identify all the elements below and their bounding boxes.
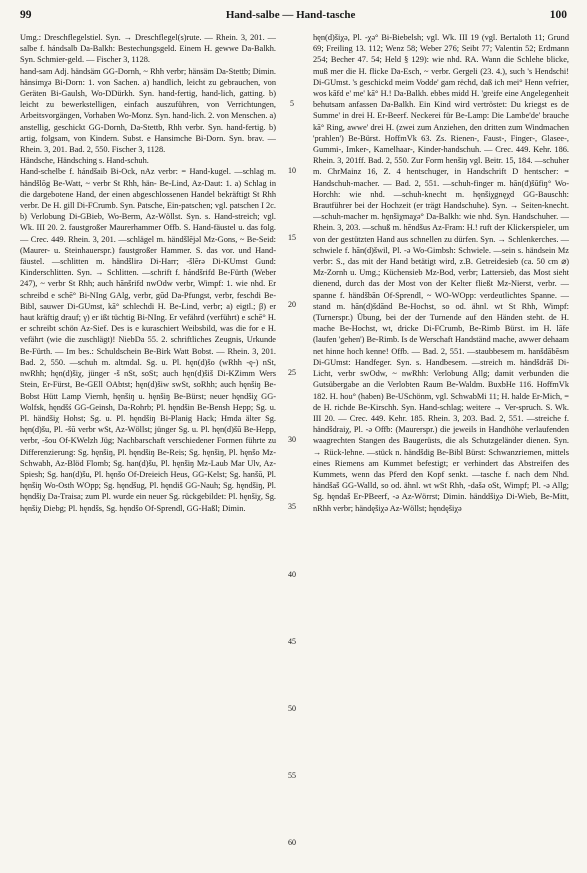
entry-paragraph: hęn(d)šiχə, Pl. -χə° Bi-Biebelsh; vgl. Wk. III 19 (vgl. Bertaloth 11; Grund 69; Freiling 13. 112; Wenz 58; Weber 276; Seibt 77; Valentin 52; Erdmann 254; Becher 47. 54; Held § 129): wie nhd. RA. Wann die Schlehe blicke, muß mer die H. flicke Da-Esch, ~ verbr. Gergeli (23. 4.), such 's Hendschi! Di-GUmst. 's geschickd meim Vodde' gam rėchd, daß ich mei° Henn vefrier, wos kāfd e' me' kā° H.! Da-Balkh. ebbes midd H. 'greife eine Angelegenheit behutsam anfassen Da-Balkh. Ein Kind wird vertröstet: Du kriegst es de Summe' in drei H. Er-Beerf. Neckerei für Be-Lamp: Die Lambe'de' brauche kā° Ring, awwe' drei H. (zwei zum Anziehen, den dritten zum Windmachen 'prahlen') Be-Bürst. HoffmVk 63. Zs. Rienen-, Faust-, Finger-, Glasee-, Gummi-, Imker-, Kamelhaar-, Kinder-handschuh. — Crec. 449. Kehr. 186. Rhein. 3, 201ff. Bad. 2, 550. Zur Form henšiŋ vgl. Beitr. 15, 184. —schuher m. ChrMainz 16, Z. 4 hentschuger, in Handschrift D hentscher: = Handschuh-macher. — Bad. 2, 551. —schuh-finger m. hān(d)šūfiŋ° Wo-Horchh: wie nhd. —schuh-knecht m. hęnšiχgnęχd GG-Bauschh: Brautführer bei der Hochzeit (er trägt Handschuhe). Syn. → Seiten-knecht. —schuh-macher m. hęnšiχmaχə° Da-Balkh: wie nhd. Syn. Handschuher. — Rhein. 3, 203. —schuß m. hēndšus Az-Fram: H.! ruft der Klickerspieler, um von der gestützten Hand aus schnellen zu dürfen. Syn. → Schlenkerches. —schwiele f. hān(d)šwil, Pl. -ə Wo-Gimbsh: Schwiele. —sein s. händsein Mz verbr: S., das mit der Hand betätigt wird, z.B. Getreidesieb (ca. 50 cm ⌀) Mz-Zornh u. Umg.; Küchensieb Mz-Bod, verbr; Lattersieb, das Most sieht dienend, durch das der Most von der Kelter fließt Mz-Nierst, verbr. —spanne f. händšbān Of-Sprendl, ~ WO-WOpp: verdeutlichtes Spanne. —stand m. hān(d)šdānd Be-Hochst, so od. ähnl. wt St Rhh, Wimpf: (Turnerspr.) Übung, bei der der Turnende auf den Händen steht. de H. mache Be-Hochst, wt, dricke Di-FCrumb, Be-Rimb Bürst. im H. lāfe (laufen 'gehen') Be-Rimb. Is de Werschaft Handständ mache, awwer dehaam net hinne hoch kenne! Offb. — Bad. 2, 551. —staubbesem m. hanšdābēsm Di-GUmst: Handfeger. Syn. s. Handbesem. —streich m. händšdrāš Di-Licht, verbr swOdw, ~ nwRhh: Verlobung Allg; damit verbunden die Gutsübergabe an die Verlobten Raum Be-Waldm. BuxbHe 116. HoffmVk 182. H. hou° (haben) Be-USchönm, vgl. SchwabMi 11; H. halde Er-Mich, = de H. richde Be-Kirschh. Syn. Hand-schlag; weitere → Ver-spruch. S. Wk. III 20. — Crec. 449. Kehr. 185. Rhein. 3, 203. Bad. 2, 551. —streiche f. händšdraiχ, Pl. -ə Offb: (Maurerspr.) die jeweils in Handhöhe verlaufenden waagrechten Stangen des Baugerüsts, die als Schutzgeländer dienen. Syn. → Rück-lehne. —stück n. händšdig Be-Bibl Bürst: Schwanzriemen, mittels eines Riemens am Kummet befestigt; er verhindert das Abstreifen des Kummets, wenn das Pferd den Kopf senkt. —tasche f. nach dem Nhd. händšaš GG-Walld, so od. ähnl. wt wSt Rhh, -dašə oSt, Wimpf; Pl. -ə Allg; Sg. hęndaš Er-PBeerf, -ə Az-Wörrst; Dimin. händdšiχə Di-Wieb, Be-Mitt, nRhh verbr; händęšiχə Az-Wöllst; hęndęšiχə — [313, 33, 569, 513]
line-number: 25 — [288, 368, 296, 377]
entry-paragraph: Umg.: Dreschflegelstiel. Syn. → Dreschflegel(s)rute. — Rhein. 3, 201. —salbe f. hándsalb Da-Balkh: Bestechungsgeld. Einem H. gewwe Da-Balkh. Syn. Schmier-geld. — Fischer 3, 1128. — [20, 33, 276, 65]
line-number: 50 — [288, 704, 296, 713]
right-column — [313, 32, 569, 862]
left-column — [20, 32, 276, 862]
entry-paragraph: Händsche, Händsching s. Hand-schuh. — [20, 156, 149, 166]
line-number: 20 — [288, 300, 296, 309]
page-number-right: 100 — [549, 9, 567, 21]
running-title: Hand-salbe — Hand-tasche — [225, 9, 356, 21]
line-number: 5 — [290, 99, 294, 108]
line-number: 30 — [288, 435, 296, 444]
entry-paragraph: Hand-schelbe f. hándšaib Bi-Ock, nAz verbr: = Hand-kugel. —schlag m. händšlōg Be-Watt, ~ verbr St Rhh, hän- Be-Lind, Az-Daut: 1. a) Schlag in die dargebotene Hand, der einen abgeschlossenen Handel bekräftigt St Rhh verbr. De H. gill Di-FCrumb. Syn. Patsche, Ein-patschen; vgl. patschen I 2c. b) Verlobung Di-GBieb, Wo-Berm, Az-Wöllst. Syn. s. Hand-streich; vgl. Wk. III 20. 2. faustgroßer Maurerhammer Offb. S. Hand-fäustel u. das folg. — Crec. 449. Rhein. 3, 201. —schlägel m. händšlējəl Mz-Gons, ~ Be-Seid: (Maurer- u. Steinhauerspr.) faustgroßer Hammer. S. das vor. und Hand-fäustel. —schlitten m. händšlirə Di-Harr; -šlērə Di-KUmst Gund: Kinderschlitten. Syn. → Schlitten. —schrift f. hándšrifd Be-Fürth (Weber 247), ~ verbr St Rhh; auch hānšrifd nwOdw verbr, Wimpf: 1. wie nhd. Er schreibd e schē° Bi-NIng GAlg, verbr, gūd Da-Pfungst, verbr, feschdi Be-Bibl, sauwer Di-GUmst, kā° schlechdi H. Be-Lind, verbr; a) eigtl.; β) er haut kräftig drauf; γ) er ißt tüchtig Bi-NIng. Er vefährd (verführt) e schē° H. er schreibt schön Az-Sief. Des is e kuraschiert Weibsbild, was die for e H. vefährt (wie die zuschlägt)! NiebDa 55. 2. schriftliches Zeugnis, Urkunde Be-Fürth. — Im bes.: Schuldschein Be-Birk Watt Bobst. — Rhein. 3, 201. Bad. 2, 550. —schuh m. altmdal. Sg. u. Pl. hęn(d)šo (wRhh -ę-) nSt, nwRhh; hęn(d)šiχ, jünger -š nSt, soSt; auch hęn(d)šiš Di-KZimm Wers Stein, Er-Fürst, Be-GEll OAbtst; hęn(d)šiw swSt, soRhh; auch hęnšiŋ Be-Bobst Hütt Lamp Viernh, hęnšiŋ u. hęnšiŋ Be-Bürst; neuer hęndšiχ GG-Wolfsk, hęndšś GG-Geinsh, Da-Rohrb; Pl. hęndšin Be-Bensh Hepp; Sg. u. Pl. händšiχ Hohst; Sg. u. Pl. hęndšiŋ Bi-Planig Hack; Hmda älter Sg. hęn(d)šu, Pl. -šū verbr wSt, Az-Wöllst; jünger Sg. u. Pl. hęn(d)šū Be-Hepp, verbr, -šou Of-KWelzh Jüg; Nachbarschaft verschiedener Formen führte zu Differenzierung: Sg. hęnšiŋ, Pl. hęndšiŋ Be-Reis; Sg. hęnšiŋ, Pl. hęnšo Mz-Schwabh, Az-Blöd Flomb; Sg. han(d)šu, Pl. hęnšiŋ Mz-Laub Mar Ulv, Az-Spiesh; Sg. han(d)šu, Pl. hęnšo Of-Dreieich Heus, GG-Kelst; Sg. hanšū, Pl. hęnšiŋ Wo-Osth WOpp; Sg. hęndšug, Pl. hęndiš GG-Nauh; Sg. hęndšiŋ, Pl. hęndšiχ Da-Traisa; zum Pl. wurde ein neuer Sg. rückgebildet: Pl. hęnšiχ, Sg. hęnšiχ Diebg; Pl. hęndšs, Sg. hęndšo Of-Sprendl, GG-Haßl; Dimin. — [20, 167, 276, 513]
page-number-left: 99 — [20, 9, 32, 21]
line-number: 10 — [288, 166, 296, 175]
line-number: 60 — [288, 838, 296, 847]
line-number: 35 — [288, 502, 296, 511]
entry-paragraph: hand-sam Adj. händsäm GG-Dornh, ~ Rhh verbr; hänsäm Da-Stettb; Dimin. hänsimχə Bi-Dorn: 1. von Sachen. a) handlich, leicht zu gebrauchen, von Geräten Bi-Gaulsh, Wo-DDürkh. Syn. hand-fertig, hand-lich, gatting. b) leicht zu bewerkstelligen, einfach auszuführen, von Verrichtungen, Arbeitsvorgängen, Vorhaben Wo-Monz. Syn. hand-lich. 2. von Menschen. a) anstellig, geschickt GG-Dornh, Da-Stettb, Rhh verbr. Syn. hand-fertig. b) artig, folgsam, von Kindern. Subst. e Hansimche Bi-Dorn. Syn. brav. — Rhein. 3, 201. Bad. 2, 550. Fischer 3, 1128. — [20, 66, 276, 155]
line-number: 55 — [288, 771, 296, 780]
page-header — [20, 9, 567, 25]
line-number-gutter — [281, 32, 303, 862]
line-number: 15 — [288, 233, 296, 242]
line-number: 45 — [288, 637, 296, 646]
line-number: 40 — [288, 570, 296, 579]
